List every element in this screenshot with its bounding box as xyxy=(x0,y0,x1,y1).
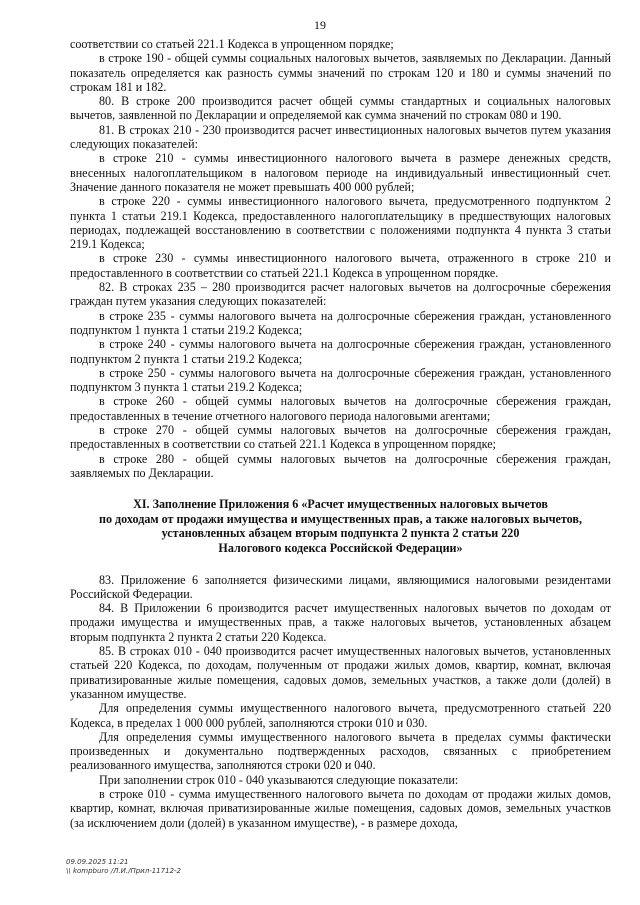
paragraph: 82. В строках 235 – 280 производится расчет налоговых вычетов на долгосрочные сбережения граждан путем указания следующих показателей: xyxy=(70,280,611,309)
paragraph: в строке 235 - суммы налогового вычета на долгосрочные сбережения граждан, установленного подпунктом 1 пункта 1 статьи 219.2 Кодекса; xyxy=(70,308,611,337)
paragraph: в строке 190 - общей суммы социальных налоговых вычетов, заявляемых по Декларации. Данный показатель определяется как разность суммы значений по строкам 120 и 180 и суммы значений по строкам 181 и 182. xyxy=(70,51,611,94)
heading-line: XI. Заполнение Приложения 6 «Расчет имущественных налоговых вычетов xyxy=(133,497,548,512)
paragraph: 80. В строке 200 производится расчет общей суммы стандартных и социальных налоговых вычетов, заявленной по Декларации и определяемой как сумма значений по строкам 080 и 190. xyxy=(70,94,611,123)
section-heading xyxy=(70,497,611,555)
page-content xyxy=(70,37,611,830)
paragraphs-bottom xyxy=(70,573,611,830)
paragraph: в строке 210 - суммы инвестиционного налогового вычета в размере денежных средств, внесенных налогоплательщиком в налоговом периоде на индивидуальный инвестиционный счет. Значение данного показателя не может превышать 400 000 рублей; xyxy=(70,151,611,194)
paragraph: в строке 250 - суммы налогового вычета на долгосрочные сбережения граждан, установленного подпунктом 3 пункта 1 статьи 219.2 Кодекса; xyxy=(70,365,611,395)
paragraph: 81. В строках 210 - 230 производится расчет инвестиционных налоговых вычетов путем указания следующих показателей: xyxy=(70,122,611,152)
heading-line: по доходам от продажи имущества и имущественных прав, а также налоговых вычетов, xyxy=(99,511,582,526)
footer-path: \\ kompburo /Л.И./Прил-11712-2 xyxy=(66,866,181,875)
paragraph: 85. В строках 010 - 040 производится расчет имущественных налоговых вычетов, установленных статьей 220 Кодекса, по доходам, полученным от продажи жилых домов, квартир, комнат, включая приватизированные жилые помещения, садовых домов, земельных участков, а также доли (долей) в указанном имуществе. xyxy=(70,644,611,701)
paragraph: в строке 010 - сумма имущественного налогового вычета по доходам от продажи жилых домов, квартир, комнат, включая приватизированные жилые помещения, садовых домов, земельных участков (за исключением доли (долей) в указанном имуществе), - в размере дохода, xyxy=(70,787,611,830)
footer-timestamp: 09.09.2025 11:21 xyxy=(66,858,129,866)
paragraph: 84. В Приложении 6 производится расчет имущественных налоговых вычетов по доходам от продажи имущества и имущественных прав, а также налоговых вычетов, установленных абзацем вторым подпункта 2 пункта 2 статьи 220 Кодекса. xyxy=(70,601,611,644)
paragraph: в строке 270 - общей суммы налоговых вычетов на долгосрочные сбережения граждан, предоставленных в соответствии со статьей 221.1 Кодекса в упрощенном порядке; xyxy=(70,423,611,452)
heading-line: Налогового кодекса Российской Федерации» xyxy=(218,540,463,555)
paragraph: в строке 260 - общей суммы налоговых вычетов на долгосрочные сбережения граждан, предоставленных в течение отчетного налогового периода налоговыми агентами; xyxy=(70,394,611,423)
paragraph: 83. Приложение 6 заполняется физическими лицами, являющимися налоговыми резидентами Российской Федерации. xyxy=(70,572,611,601)
paragraph: Для определения суммы имущественного налогового вычета в пределах суммы фактически произведенных и документально подтвержденных расходов, связанных с приобретением реализованного имущества, заполняются строки 020 и 040. xyxy=(70,729,611,773)
paragraph: Для определения суммы имущественного налогового вычета, предусмотренного статьей 220 Кодекса, в пределах 1 000 000 рублей, заполняются строки 010 и 030. xyxy=(70,701,611,730)
print-footer xyxy=(66,858,181,875)
paragraph: При заполнении строк 010 - 040 указываются следующие показатели: xyxy=(99,772,459,787)
paragraphs-top xyxy=(70,37,611,480)
paragraph: соответствии со статьей 221.1 Кодекса в упрощенном порядке; xyxy=(70,37,394,51)
paragraph: в строке 220 - суммы инвестиционного налогового вычета, предусмотренного подпунктом 2 пункта 1 статьи 219.1 Кодекса, предоставленного налогоплательщику в предшествующих налоговых периодах, подлежащей восстановлению в соответствии с положениями подпункта 4 пункта 3 статьи 219.1 Кодекса; xyxy=(70,194,611,252)
paragraph: в строке 230 - суммы инвестиционного налогового вычета, отраженного в строке 210 и предоставленного в соответствии со статьей 221.1 Кодекса в упрощенном порядке. xyxy=(70,251,611,280)
paragraph: в строке 240 - суммы налогового вычета на долгосрочные сбережения граждан, установленного подпунктом 2 пункта 1 статьи 219.2 Кодекса; xyxy=(70,337,611,366)
paragraph: в строке 280 - общей суммы налоговых вычетов на долгосрочные сбережения граждан, заявляемых по Декларации. xyxy=(70,451,611,480)
page-number: 19 xyxy=(314,18,326,32)
heading-line: установленных абзацем вторым подпункта 2 пункта 2 статьи 220 xyxy=(161,526,520,541)
